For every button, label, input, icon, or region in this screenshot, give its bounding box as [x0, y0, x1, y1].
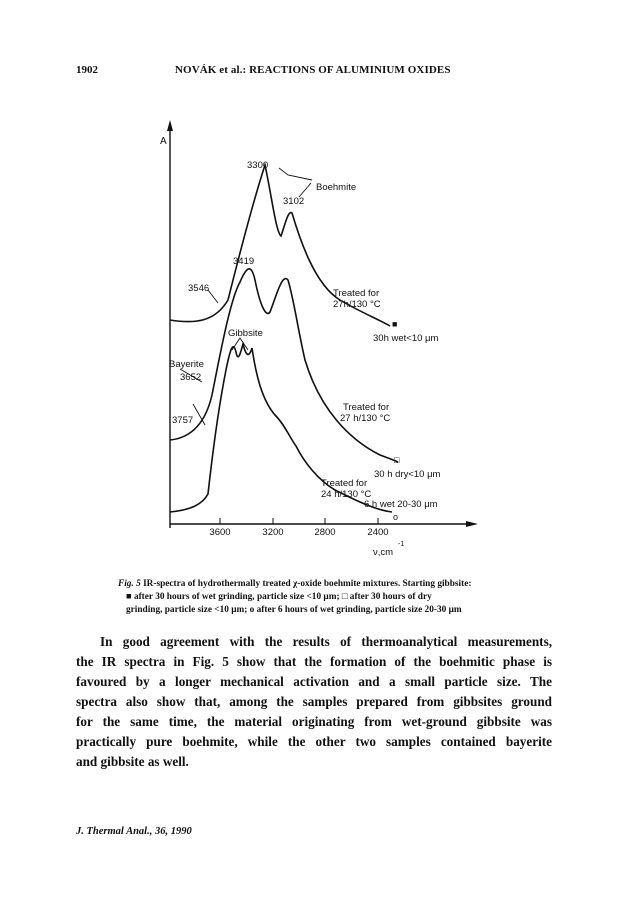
peak-label-3546: 3546: [188, 283, 210, 294]
curve-condition-label: 30h wet<10 μm: [373, 333, 439, 344]
body-line: for the same time, the material originating from wet-ground gibbsite was: [76, 714, 552, 729]
caption-line: grinding, particle size <10 μm; o after 6 hours of wet grinding, particle size 20-30 μm: [126, 605, 462, 615]
peak-label-3419: 3419: [233, 256, 255, 267]
journal-footer: J. Thermal Anal., 36, 1990: [76, 826, 192, 837]
peak-label-3102: 3102: [283, 196, 305, 207]
x-axis-label: ν,cm: [373, 547, 394, 558]
x-tick-label: 2400: [367, 527, 389, 538]
body-line: spectra also show that, among the samples prepared from gibbsites ground: [76, 694, 552, 709]
curve-label-treated: Treated for: [321, 478, 368, 489]
open-circle-marker-icon: o: [393, 512, 399, 522]
leader-line-boehmite: [299, 183, 311, 197]
caption-label: Fig. 5: [118, 579, 141, 589]
curve-condition-label: 30 h dry<10 μm: [374, 469, 441, 480]
body-paragraph: [76, 632, 552, 772]
body-line: the IR spectra in Fig. 5 show that the formation of the boehmitic phase is: [76, 654, 552, 669]
peak-label-3300: 3300: [247, 160, 269, 171]
gibbsite-label: Gibbsite: [228, 328, 263, 339]
x-axis-label-exponent: -1: [398, 541, 405, 548]
body-line: favoured by a longer mechanical activation and a small particle size. The: [76, 674, 552, 689]
curve-label-treated-conditions: 27 h/130 °C: [340, 413, 391, 424]
bayerite-label: Bayerite: [169, 359, 204, 370]
page-number: 1902: [76, 64, 98, 76]
open-square-marker-icon: □: [394, 455, 400, 465]
curve-label-treated: Treated for: [343, 402, 390, 413]
leader-line-3546: [208, 290, 218, 303]
x-tick-label: 3600: [209, 527, 231, 538]
peak-label-3757: 3757: [172, 415, 194, 426]
x-axis-arrow-icon: [466, 521, 478, 527]
caption-line: ■ after 30 hours of wet grinding, particle size <10 μm; □ after 30 hours of dry: [126, 592, 432, 602]
x-tick-label: 2800: [314, 527, 336, 538]
boehmite-label: Boehmite: [316, 182, 357, 193]
caption-line: [118, 578, 558, 591]
leader-line-3300: [279, 168, 312, 180]
leader-line-3757: [193, 404, 205, 425]
caption-text: IR-spectra of hydrothermally treated χ-oxide boehmite mixtures. Starting gibbsite:: [143, 579, 472, 589]
curve-label-treated-conditions: 27h/130 °C: [333, 299, 381, 310]
body-line: In good agreement with the results of thermoanalytical measurements,: [100, 634, 552, 649]
running-title: NOVÁK et al.: REACTIONS OF ALUMINIUM OXIDES: [175, 64, 451, 76]
peak-label-3652: 3652: [180, 372, 202, 383]
curve-label-treated-conditions: 24 h/130 °C: [321, 489, 372, 500]
x-tick-label: 3200: [262, 527, 284, 538]
curve-condition-label: 6 h wet 20-30 μm: [364, 499, 438, 510]
body-line: and gibbsite as well.: [76, 754, 189, 769]
y-axis-label: A: [160, 136, 167, 147]
figure-caption: [118, 578, 558, 617]
curve-label-treated: Treated for: [333, 288, 380, 299]
body-line: practically pure boehmite, while the other two samples contained bayerite: [76, 734, 552, 749]
y-axis-arrow-icon: [167, 120, 173, 131]
filled-square-marker-icon: ■: [392, 319, 398, 329]
